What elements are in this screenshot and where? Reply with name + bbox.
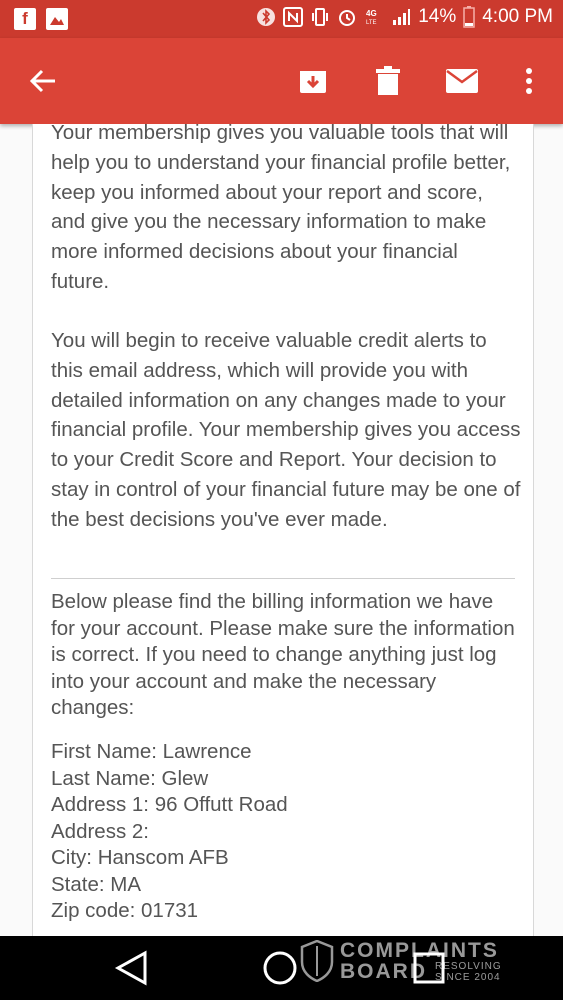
email-toolbar [0, 38, 563, 124]
billing-field: Address 2: [51, 819, 149, 843]
shield-icon [300, 940, 334, 982]
bluetooth-icon [256, 7, 276, 27]
more-icon [525, 67, 533, 95]
watermark-sub2: SINCE 2004 [435, 971, 501, 983]
circle-home-icon [262, 950, 298, 986]
status-bar [0, 0, 563, 38]
section-divider [51, 578, 515, 579]
battery-icon [463, 6, 475, 28]
svg-text:4G: 4G [366, 9, 377, 18]
archive-button[interactable] [292, 60, 334, 102]
back-arrow-icon [29, 67, 57, 95]
billing-field: Address 1: 96 Offutt Road [51, 793, 288, 816]
complaints-board-watermark [300, 936, 502, 986]
mark-unread-button[interactable] [441, 60, 483, 102]
alarm-icon [337, 7, 357, 27]
watermark-line2: BOARD [340, 960, 427, 983]
svg-text:LTE: LTE [366, 20, 377, 26]
nfc-icon [283, 7, 303, 27]
archive-icon [298, 66, 328, 96]
billing-intro: Below please find the billing information we have for your account. Please make sure the information is correct. If you need to change anything just log into your account and make the necessary changes: [51, 590, 515, 719]
triangle-back-icon [112, 950, 152, 986]
more-options-button[interactable] [508, 60, 550, 102]
lte-icon [364, 7, 384, 27]
billing-field: State: MA [51, 872, 142, 896]
billing-details [51, 739, 521, 925]
mail-icon [446, 69, 478, 93]
delete-button[interactable] [367, 60, 409, 102]
billing-field: Zip code: 01731 [51, 899, 199, 922]
membership-paragraph: Your membership gives you valuable tools that will help you to understand your financial profile better, keep you informed about your report and score, and give you the necessary information to make more informed decisions about your financial future. [51, 124, 511, 293]
watermark-line1: COMPLAINTS [340, 938, 499, 962]
facebook-icon: f [14, 8, 36, 30]
home-nav-button[interactable] [262, 950, 298, 986]
image-icon [46, 8, 68, 30]
billing-field: Last Name: Glew [51, 766, 209, 790]
billing-field: City: Hanscom AFB [51, 846, 229, 869]
back-button[interactable] [22, 60, 64, 102]
credit-alerts-paragraph: You will begin to receive valuable credit alerts to this email address, which will provide you with detailed information on any changes made to your financial profile. Your membership gives you access to your Credit Score and Report. Your decision to stay in control of your financial future may be one of the best decisions you've ever made. [51, 329, 521, 531]
email-body[interactable] [32, 124, 534, 936]
battery-percent: 14% [418, 6, 457, 27]
back-nav-button[interactable] [112, 950, 152, 986]
billing-field: First Name: Lawrence [51, 740, 252, 763]
vibrate-icon [310, 7, 330, 27]
watermark-sub1: RESOLVING [435, 960, 502, 972]
clock: 4:00 PM [482, 6, 553, 27]
delete-icon [375, 66, 401, 96]
signal-icon [391, 7, 411, 27]
